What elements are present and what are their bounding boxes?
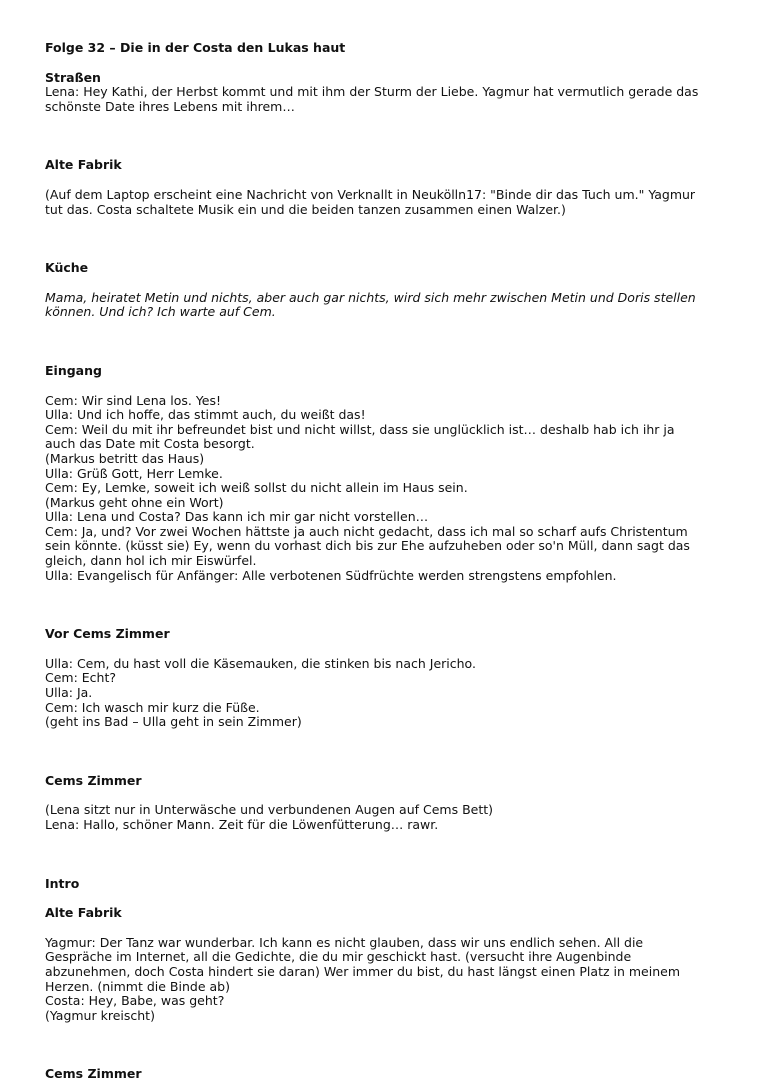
scene-heading: Cems Zimmer [45,1066,142,1082]
scene-heading: Vor Cems Zimmer [45,626,170,642]
scene-text-line: (Yagmur kreischt) [45,1007,155,1023]
scene-strassen [45,71,735,115]
scene-text-line: Ulla: Grüß Gott, Herr Lemke. [45,465,223,481]
scene-text-line: (geht ins Bad – Ulla geht in sein Zimmer) [45,714,302,730]
scene-text-line: Cem: Ey, Lemke, soweit ich weiß sollst du nicht allein im Haus sein. [45,480,468,496]
scene-text-line: gleich, dann hol ich mir Eiswürfel. [45,553,257,569]
scene-heading: Alte Fabrik [45,157,122,173]
scene-text-line: Ulla: Und ich hoffe, das stimmt auch, du weißt das! [45,407,366,423]
scene-text-line: Lena: Hallo, schöner Mann. Zeit für die Löwenfütterung… rawr. [45,817,439,832]
scene-text-line: Cem: Wir sind Lena los. Yes! [45,392,222,408]
scene-heading: Alte Fabrik [45,905,122,921]
scene-text-line: (Markus geht ohne ein Wort) [45,494,224,510]
document-title: Folge 32 – Die in der Costa den Lukas haut [45,40,346,55]
scene-text-line: Cem: Echt? [45,670,117,686]
scene-text-line: Cem: Weil du mit ihr befreundet bist und nicht willst, dass sie unglücklich ist… deshalb hab ich ihr ja [45,421,675,437]
scene-heading: Eingang [45,362,102,378]
scene-text-line: Gespräche im Internet, all die Gedichte, die du mir geschickt hast. (versucht ihre Augenbinde [45,949,632,965]
scene-alte-fabrik [45,158,735,217]
scene-alte-fabrik-2 [45,906,735,1023]
scene-text-line: Ulla: Ja. [45,685,93,701]
document-page [45,41,735,1082]
scene-text-line: Costa: Hey, Babe, was geht? [45,993,225,1009]
scene-cems-zimmer [45,774,735,833]
scene-text-line: schönste Date ihres Lebens mit ihrem… [45,98,295,114]
scene-text-line: Cem: Ich wasch mir kurz die Füße. [45,699,260,715]
scene-intro [45,877,735,892]
scene-text-line: sein könnte. (küsst sie) Ey, wenn du vorhast dich bis zur Ehe aufzuheben oder so'n Müll, dann sagt das [45,538,690,554]
scene-text-line: können. Und ich? Ich warte auf Cem. [45,304,276,320]
scene-text-line: tut das. Costa schaltete Musik ein und die beiden tanzen zusammen einen Walzer.) [45,201,566,217]
scene-text-line: (Lena sitzt nur in Unterwäsche und verbundenen Augen auf Cems Bett) [45,802,494,818]
scene-eingang [45,364,735,583]
scene-text-line: Herzen. (nimmt die Binde ab) [45,978,230,994]
scene-text-line: Ulla: Lena und Costa? Das kann ich mir gar nicht vorstellen… [45,509,429,525]
scene-heading: Küche [45,260,89,276]
scene-heading: Intro [45,875,80,891]
scene-kueche [45,261,735,320]
scene-vor-cems-zimmer [45,627,735,730]
scene-text-line: Ulla: Evangelisch für Anfänger: Alle verbotenen Südfrüchte werden strengstens empfohlen. [45,567,617,583]
scene-text-line: Cem: Ja, und? Vor zwei Wochen hättste ja auch nicht gedacht, dass ich mal so scharf aufs Christentum [45,523,688,539]
scene-text-line: (Markus betritt das Haus) [45,450,205,466]
scene-text-line: abzunehmen, doch Costa hindert sie daran) Wer immer du bist, du hast längst einen Platz in meinem [45,963,681,979]
scene-text-line: Yagmur: Der Tanz war wunderbar. Ich kann es nicht glauben, dass wir uns endlich sehen. All die [45,934,644,950]
scene-text-line: Lena: Hey Kathi, der Herbst kommt und mit ihm der Sturm der Liebe. Yagmur hat vermutlich gerade das [45,84,699,100]
scene-heading: Cems Zimmer [45,772,142,788]
scene-text-line: auch das Date mit Costa besorgt. [45,436,255,452]
scene-cems-zimmer-2 [45,1067,735,1082]
scene-heading: Straßen [45,69,101,85]
scene-text-line: Ulla: Cem, du hast voll die Käsemauken, die stinken bis nach Jericho. [45,655,476,671]
scene-text-line: (Auf dem Laptop erscheint eine Nachricht von Verknallt in Neukölln17: "Binde dir das Tuch um." Yagmur [45,186,696,202]
scene-text-line: Mama, heiratet Metin und nichts, aber auch gar nichts, wird sich mehr zwischen Metin und Doris stellen [45,289,696,305]
